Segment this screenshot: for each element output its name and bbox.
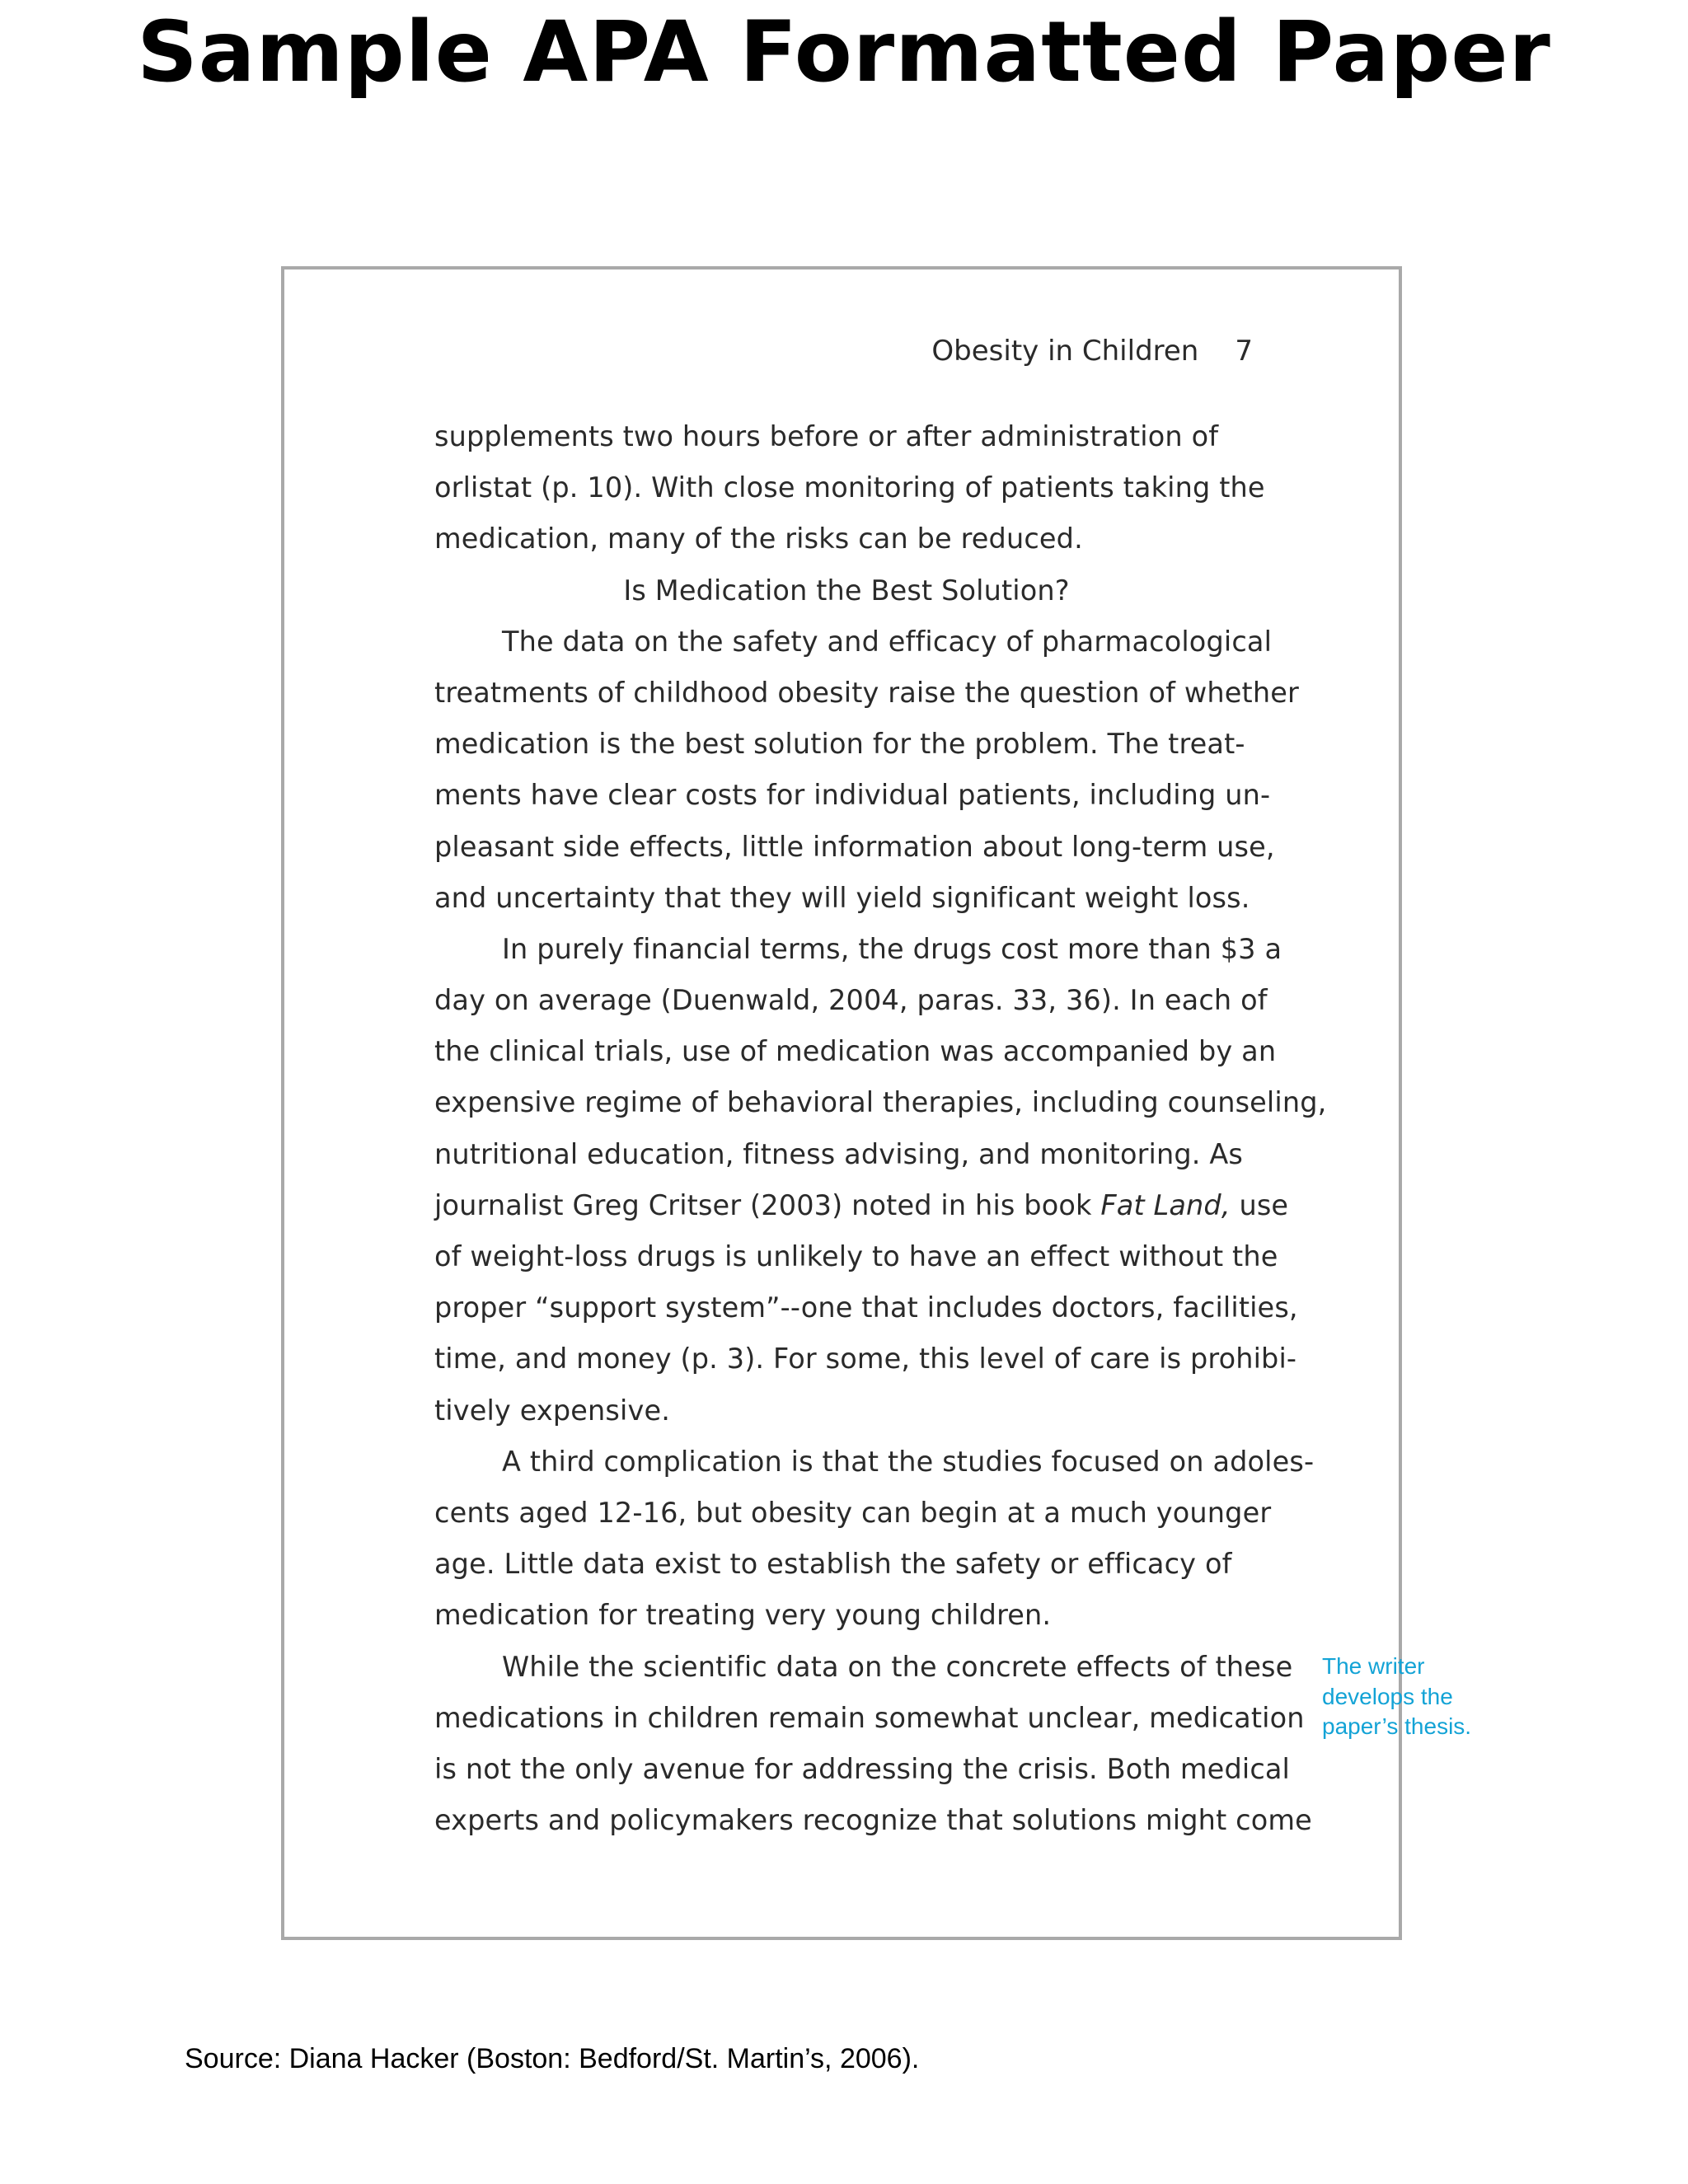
- body-line: While the scientific data on the concrete effects of these: [502, 1650, 1293, 1683]
- body-line: experts and policymakers recognize that solutions might come: [434, 1804, 1312, 1837]
- body-line: proper “support system”--one that includes doctors, facilities,: [434, 1291, 1298, 1324]
- body-line: and uncertainty that they will yield significant weight loss.: [434, 881, 1250, 914]
- critser-text-after: use: [1230, 1188, 1289, 1221]
- running-head-title: Obesity in Children: [931, 335, 1199, 368]
- body-line-critser: [434, 1180, 1289, 1231]
- margin-annotation: [1322, 1652, 1512, 1742]
- section-heading: Is Medication the Best Solution?: [623, 574, 1070, 607]
- body-line: tively expensive.: [434, 1394, 671, 1427]
- body-line: ments have clear costs for individual patients, including un-: [434, 779, 1271, 812]
- body-line: pleasant side effects, little information about long-term use,: [434, 830, 1275, 863]
- body-line: nutritional education, fitness advising, and monitoring. As: [434, 1137, 1244, 1170]
- source-citation: Source: Diana Hacker (Boston: Bedford/St. Martin’s, 2006).: [185, 2043, 920, 2074]
- body-line: A third complication is that the studies focused on adoles-: [502, 1445, 1315, 1478]
- page-title: Sample APA Formatted Paper: [137, 3, 1551, 101]
- body-line: time, and money (p. 3). For some, this level of care is prohibi-: [434, 1343, 1297, 1376]
- body-line: is not the only avenue for addressing the crisis. Both medical: [434, 1752, 1291, 1785]
- body-line: orlistat (p. 10). With close monitoring of patients taking the: [434, 471, 1265, 504]
- body-line: In purely financial terms, the drugs cost more than $3 a: [502, 932, 1282, 965]
- body-line: expensive regime of behavioral therapies, including counseling,: [434, 1086, 1327, 1119]
- running-head: [865, 330, 1253, 373]
- annotation-line: paper’s thesis.: [1322, 1713, 1472, 1739]
- body-line: supplements two hours before or after administration of: [434, 420, 1219, 452]
- annotation-line: develops the: [1322, 1683, 1453, 1709]
- book-title: Fat Land,: [1100, 1188, 1231, 1221]
- critser-text-before: journalist Greg Critser (2003) noted in his book: [434, 1188, 1101, 1221]
- body-line: of weight-loss drugs is unlikely to have an effect without the: [434, 1240, 1278, 1272]
- body-line: medications in children remain somewhat unclear, medication: [434, 1701, 1305, 1734]
- body-line: medication, many of the risks can be reduced.: [434, 523, 1083, 555]
- body-line: The data on the safety and efficacy of pharmacological: [502, 625, 1273, 658]
- body-line: medication is the best solution for the problem. The treat-: [434, 728, 1245, 761]
- annotation-line: The writer: [1322, 1653, 1425, 1679]
- body-line: treatments of childhood obesity raise the question of whether: [434, 676, 1299, 709]
- body-line: age. Little data exist to establish the safety or efficacy of: [434, 1548, 1232, 1581]
- body-line: medication for treating very young children.: [434, 1599, 1052, 1632]
- paper-body: [434, 411, 1327, 1846]
- page-number: 7: [1235, 335, 1253, 368]
- body-line: day on average (Duenwald, 2004, paras. 33, 36). In each of: [434, 984, 1268, 1017]
- body-line: cents aged 12-16, but obesity can begin at a much younger: [434, 1496, 1272, 1529]
- body-line: the clinical trials, use of medication was accompanied by an: [434, 1035, 1277, 1068]
